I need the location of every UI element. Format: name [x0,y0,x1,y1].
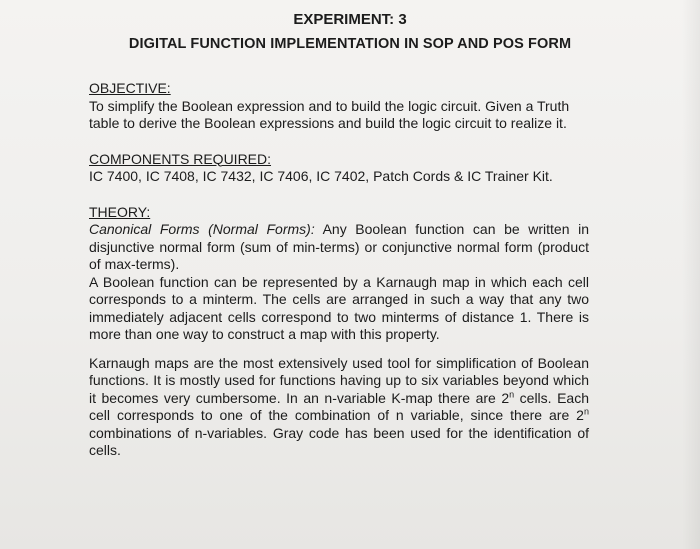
experiment-subtitle: DIGITAL FUNCTION IMPLEMENTATION IN SOP AND POS FORM [128,36,572,52]
objective-section [89,80,589,133]
experiment-title: EXPERIMENT: 3 [293,11,407,28]
kmap2-superscript-1: n [509,388,515,399]
kmap2-text-part1: Karnaugh maps are the most extensively used tool for simplification of Boolean functions. It is mostly used for functions having up to six variables beyond which it becomes very cumbersome. In an n-variable K-map there are 2 [89,354,589,406]
components-text: IC 7400, IC 7408, IC 7432, IC 7406, IC 7402, Patch Cords & IC Trainer Kit. [89,168,553,184]
canonical-forms-paragraph [89,221,589,274]
document-header [0,10,700,54]
kmap2-superscript-2: n [583,406,589,417]
kmap-paragraph: A Boolean function can be represented by a Karnaugh map in which each cell corresponds to a minterm. The cells are arranged in such a way that any two immediately adjacent cells correspond to two minterms of distance 1. There is more than one way to construct a map with this property. [89,273,589,342]
components-heading: COMPONENTS REQUIRED: [89,150,272,167]
components-section [89,151,589,186]
objective-text: To simplify the Boolean expression and to build the logic circuit. Given a Truth table to derive the Boolean expressions and build the logic circuit to realize it. [89,97,570,131]
document-body [89,80,589,460]
theory-section [89,204,589,460]
kmap-simplification-paragraph [89,355,589,460]
canonical-forms-label: Canonical Forms (Normal Forms): [89,221,315,237]
kmap2-text-part2: cells. Each cell corresponds to one of the combination of n variable, since there are 2 [89,389,589,423]
canonical-forms-text: Any Boolean function can be written in disjunctive normal form (sum of min-terms) or conjunctive normal form (product of max-terms). [89,221,589,272]
theory-heading: THEORY: [89,203,151,220]
objective-heading: OBJECTIVE: [89,80,171,96]
kmap2-text-part3: combinations of n-variables. Gray code has been used for the identification of cells. [89,424,589,458]
page-edge-shadow [682,0,700,549]
